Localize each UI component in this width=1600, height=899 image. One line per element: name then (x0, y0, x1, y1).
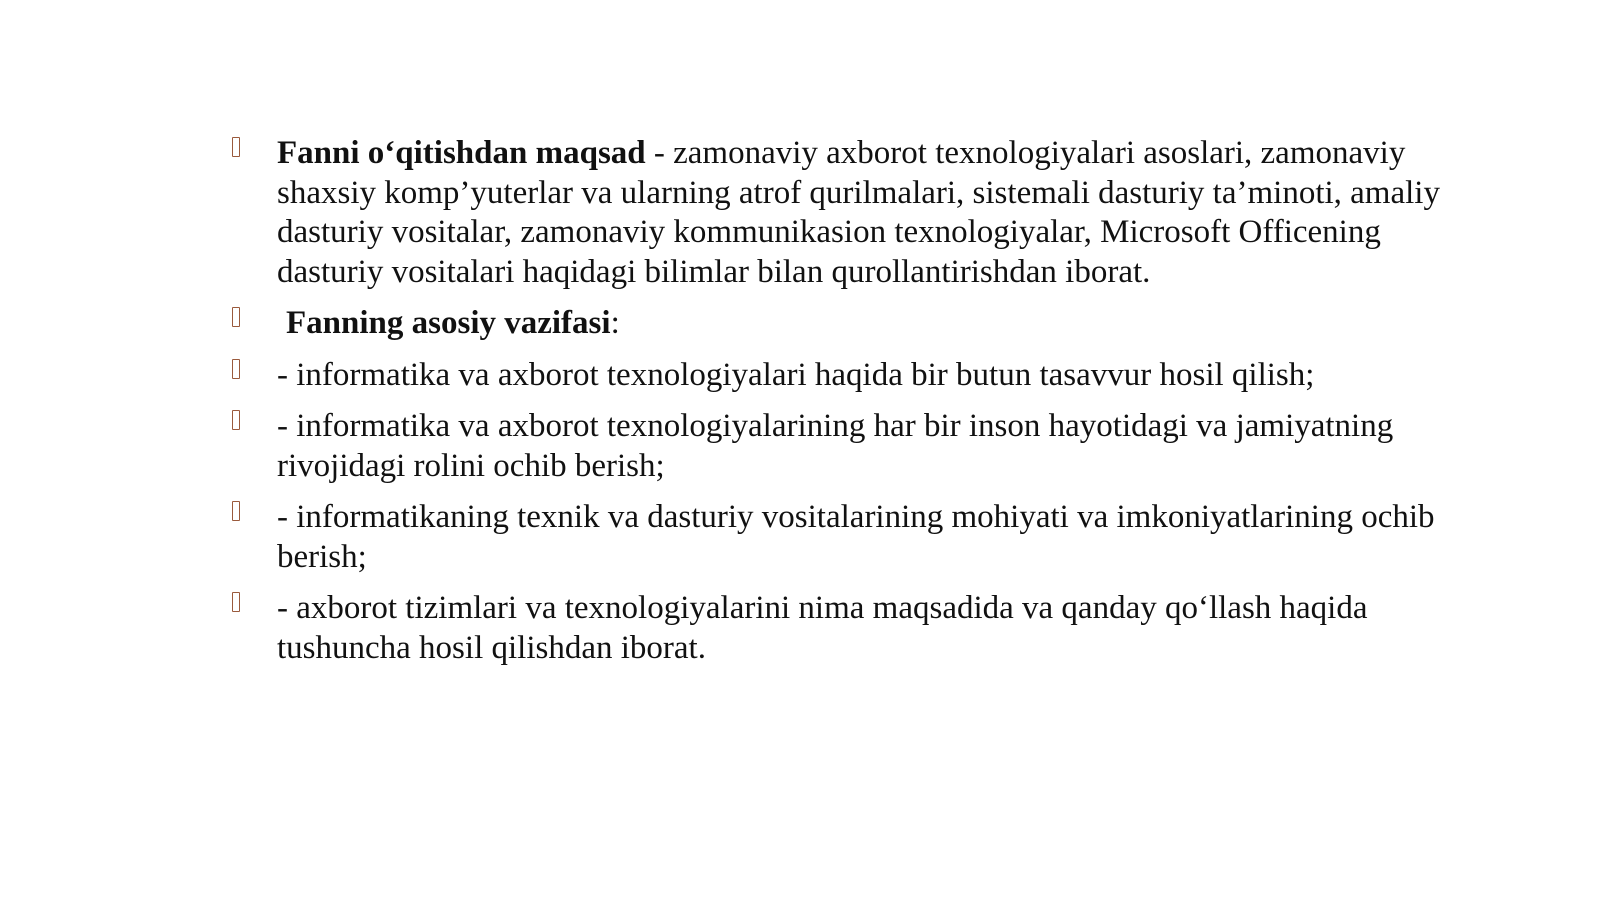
list-item-goal (232, 134, 1492, 292)
square-bullet-icon (232, 359, 240, 379)
list-item-task-3 (232, 498, 1492, 577)
goal-heading: Fanni o‘qitishdan maqsad (277, 135, 646, 171)
list-item-task-4 (232, 589, 1492, 668)
tasks-heading-colon: : (610, 305, 620, 341)
square-bullet-icon (232, 137, 240, 157)
goal-text: - zamonaviy axborot texnologiyalari asoslari, zamonaviy shaxsiy komp’yuterlar va ularning atrof qurilmalari, sistemali dasturiy ta’minoti, amaliy dasturiy vositalar, zamonaviy kommunikasion texnologiyalar, Microsoft Officening dasturiy vositalari haqidagi bilimlar bilan qurollantirishdan iborat. (277, 135, 1440, 290)
square-bullet-icon (232, 501, 240, 521)
list-item-task-1 (232, 356, 1492, 396)
square-bullet-icon (232, 592, 240, 612)
list-item-task-2 (232, 407, 1492, 486)
task-2-text: - informatika va axborot texnologiyalarining har bir inson hayotidagi va jamiyatning rivojidagi rolini ochib berish; (277, 408, 1394, 484)
task-3-text: - informatikaning texnik va dasturiy vositalarining mohiyati va imkoniyatlarining ochib berish; (277, 499, 1435, 575)
bullet-list (232, 134, 1492, 680)
square-bullet-icon (232, 307, 240, 327)
task-1-text: - informatika va axborot texnologiyalari haqida bir butun tasavvur hosil qilish; (277, 356, 1315, 393)
task-4-text: - axborot tizimlari va texnologiyalarini nima maqsadida va qanday qo‘llash haqida tushuncha hosil qilishdan iborat. (277, 590, 1368, 666)
list-item-tasks-heading (232, 304, 1492, 344)
tasks-heading: Fanning asosiy vazifasi (286, 305, 611, 341)
square-bullet-icon (232, 410, 240, 430)
